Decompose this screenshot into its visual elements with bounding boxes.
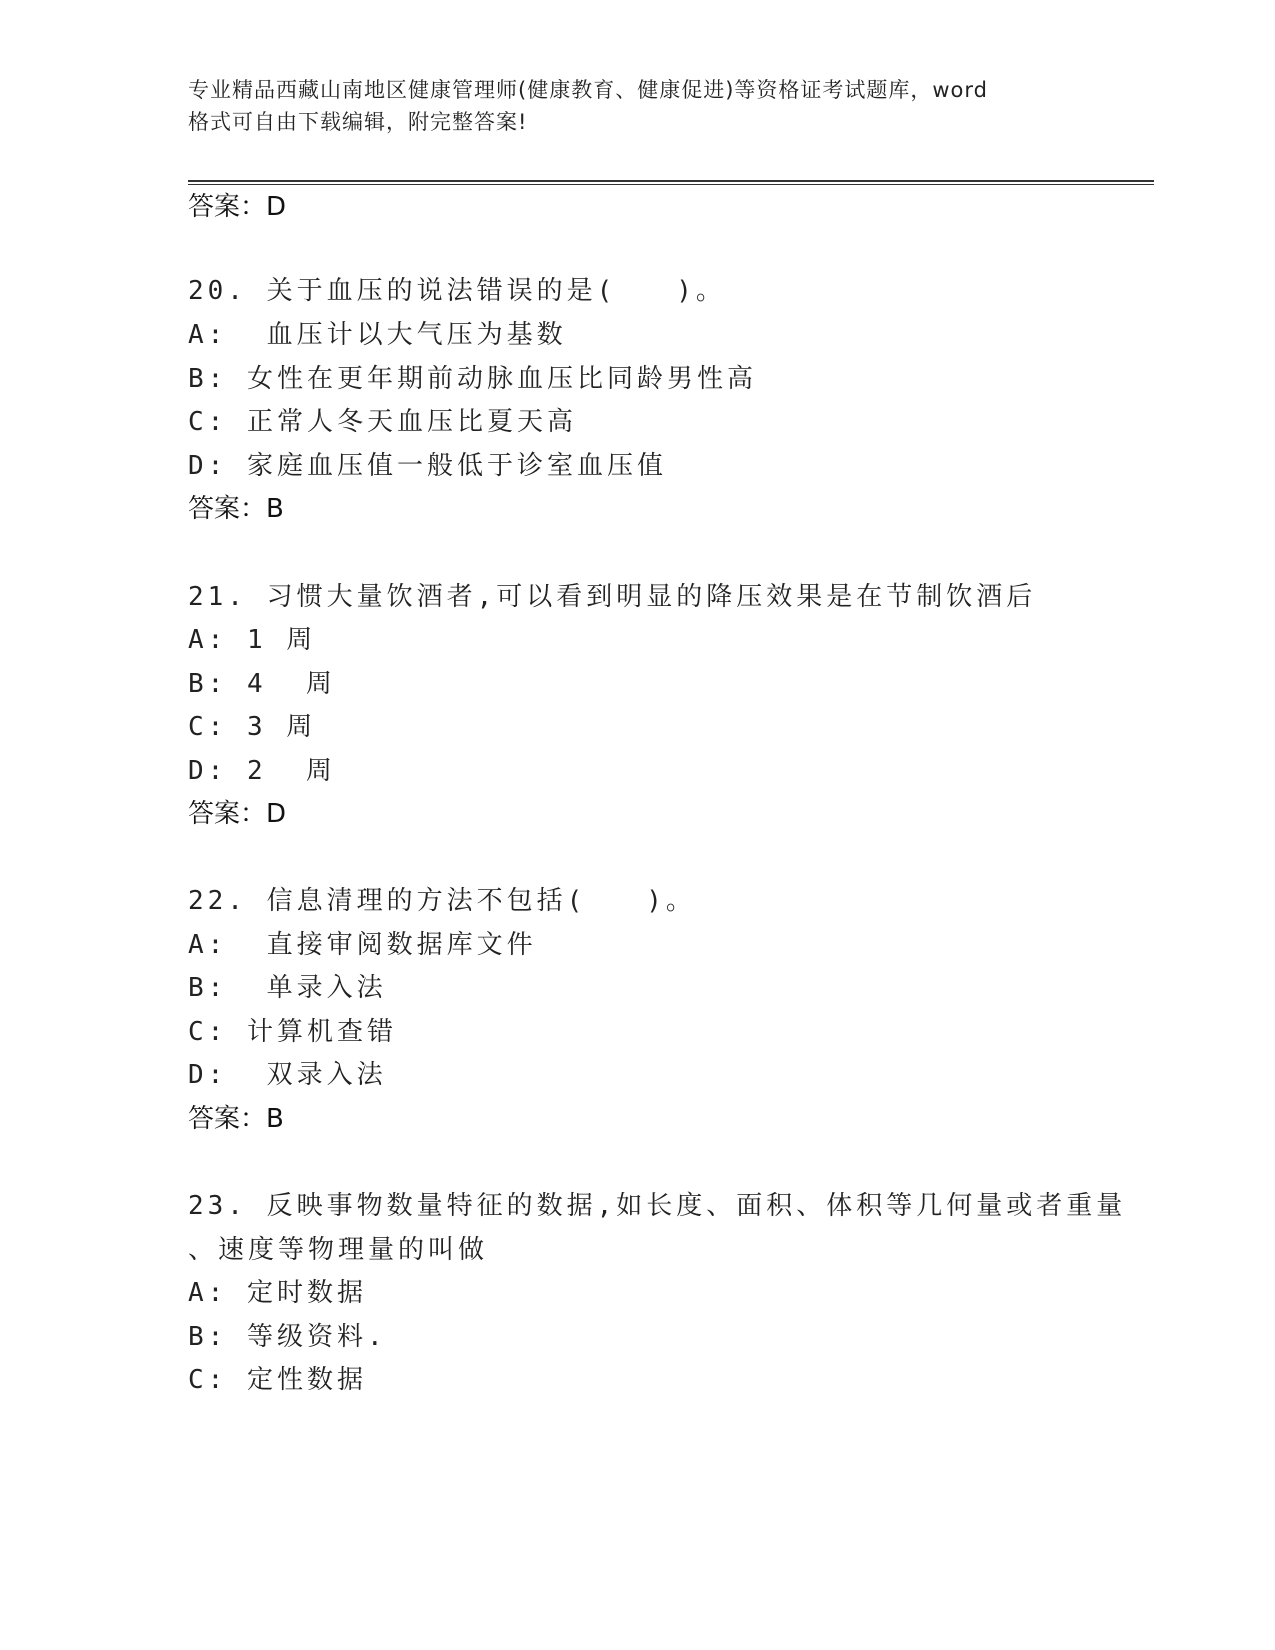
answer-19: 答案：D xyxy=(188,192,287,222)
question-22-option-d: D: 双录入法 xyxy=(188,1060,387,1090)
question-23-option-c: C: 定性数据 xyxy=(188,1365,367,1395)
question-20-option-d: D: 家庭血压值一般低于诊室血压值 xyxy=(188,451,667,481)
header-line-2: 格式可自由下载编辑，附完整答案! xyxy=(188,110,528,134)
question-21-option-b: B: 4 周 xyxy=(188,669,336,699)
question-20-stem: 20. 关于血压的说法错误的是( )。 xyxy=(188,276,726,306)
question-22-stem: 22. 信息清理的方法不包括( )。 xyxy=(188,886,696,916)
question-21-option-a: A: 1 周 xyxy=(188,625,317,655)
question-23-option-a: A: 定时数据 xyxy=(188,1278,367,1308)
question-23-stem-line-1: 23. 反映事物数量特征的数据,如长度、面积、体积等几何量或者重量 xyxy=(188,1191,1127,1221)
question-22-option-b: B: 单录入法 xyxy=(188,973,387,1003)
question-22-option-a: A: 直接审阅数据库文件 xyxy=(188,930,537,960)
answer-22: 答案：B xyxy=(188,1104,284,1134)
question-23-stem-line-2: 、速度等物理量的叫做 xyxy=(188,1235,489,1265)
question-20-option-b: B: 女性在更年期前动脉血压比同龄男性高 xyxy=(188,364,757,394)
question-23-option-b: B: 等级资料. xyxy=(188,1322,387,1352)
document-header xyxy=(188,74,1088,138)
question-20-option-a: A: 血压计以大气压为基数 xyxy=(188,320,567,350)
header-rule-top xyxy=(188,180,1154,182)
header-line-1: 专业精品西藏山南地区健康管理师(健康教育、健康促进)等资格证考试题库，word xyxy=(188,78,989,102)
question-20-option-c: C: 正常人冬天血压比夏天高 xyxy=(188,407,577,437)
question-21-option-d: D: 2 周 xyxy=(188,756,336,786)
answer-20: 答案：B xyxy=(188,494,284,524)
answer-21: 答案：D xyxy=(188,799,287,829)
question-22-option-c: C: 计算机查错 xyxy=(188,1017,397,1047)
question-21-option-c: C: 3 周 xyxy=(188,712,317,742)
question-21-stem: 21. 习惯大量饮酒者,可以看到明显的降压效果是在节制饮酒后 xyxy=(188,582,1037,612)
header-rule-bottom xyxy=(188,184,1154,185)
